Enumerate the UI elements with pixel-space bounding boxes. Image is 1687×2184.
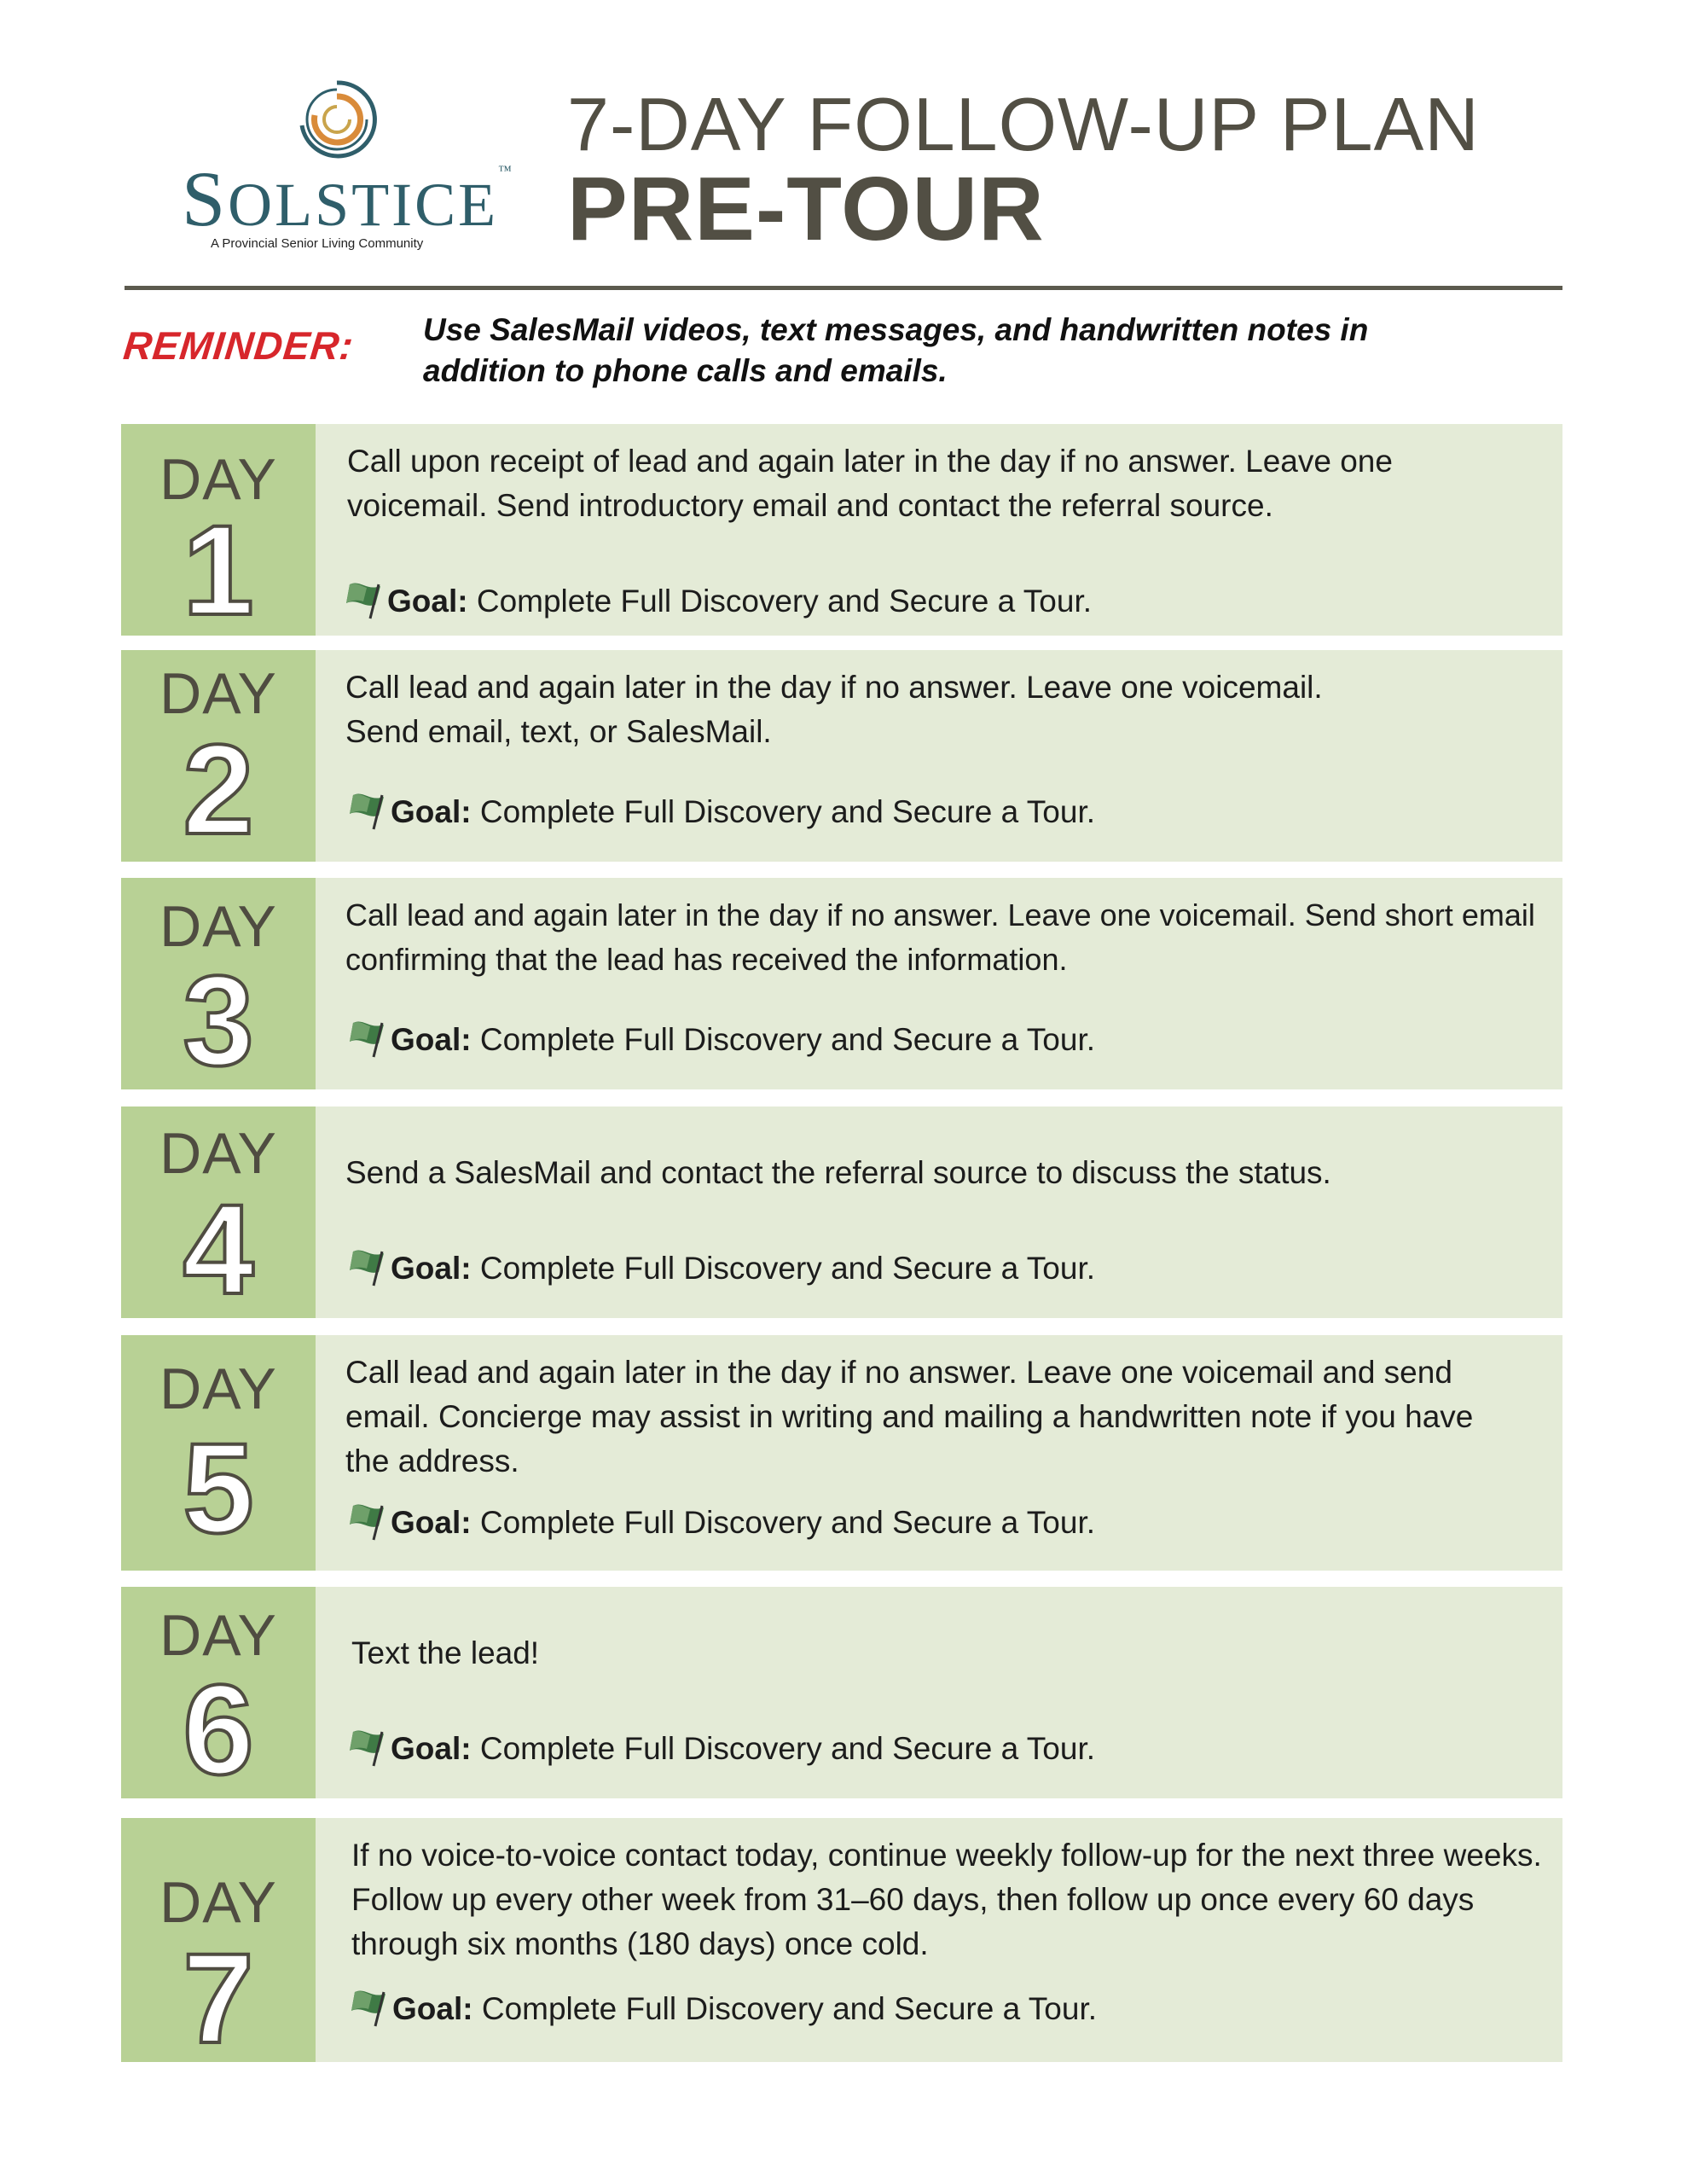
solstice-logo: [175, 73, 514, 252]
reminder-label: REMINDER:: [121, 323, 357, 368]
day-number: 7: [183, 1926, 254, 2070]
goal-line: Goal: Complete Full Discovery and Secure a Tour.: [345, 1018, 1552, 1062]
goal-line: Goal: Complete Full Discovery and Secure a Tour.: [346, 1987, 1552, 2031]
sun-swirl-icon: [290, 73, 384, 166]
day-label: DAY: [159, 1356, 277, 1421]
flag-icon: [345, 1018, 391, 1059]
day-badge: [121, 878, 316, 1092]
day-badge: [121, 424, 316, 642]
day-instructions: Send a SalesMail and contact the referral source to discuss the status.: [345, 1155, 1331, 1190]
day-number: 2: [183, 717, 254, 861]
day-row-4: [121, 1107, 1562, 1321]
flag-icon: [345, 1501, 391, 1542]
day-instructions: Call upon receipt of lead and again later in the day if no answer. Leave one voicemail. Send introductory email and contact the referral source.: [347, 444, 1393, 523]
day-instructions: Call lead and again later in the day if no answer. Leave one voicemail. Send short email confirming that the lead has received the information.: [345, 897, 1535, 977]
brand-tagline: A Provincial Senior Living Community: [211, 236, 424, 251]
day-label: DAY: [159, 1870, 277, 1935]
day-instructions: If no voice-to-voice contact today, continue weekly follow-up for the next three weeks. Follow up every other week from 31–60 days, then follow up once every 60 days through six months (180 days) once cold.: [351, 1838, 1542, 1961]
day-instructions: Call lead and again later in the day if no answer. Leave one voicemail and send email. Concierge may assist in writing and mailing a handwritten note if you have the address.: [345, 1355, 1474, 1478]
day-row-7: [121, 1818, 1562, 2070]
day-label: DAY: [159, 1121, 277, 1186]
goal-line: Goal: Complete Full Discovery and Secure a Tour.: [345, 1501, 1552, 1545]
day-number: 6: [183, 1658, 254, 1801]
page-title: 7-DAY FOLLOW-UP PLAN: [567, 82, 1480, 166]
day-badge: [121, 1335, 316, 1571]
page-subtitle: PRE-TOUR: [567, 159, 1045, 259]
day-number: 3: [183, 949, 254, 1092]
day-badge: [121, 650, 316, 862]
goal-line: Goal: Complete Full Discovery and Secure a Tour.: [345, 1727, 1552, 1771]
flag-icon: [345, 1246, 391, 1287]
day-row-5: [121, 1335, 1562, 1571]
day-row-3: [121, 878, 1562, 1092]
flag-icon: [345, 790, 391, 831]
goal-line: Goal: Complete Full Discovery and Secure a Tour.: [341, 579, 1552, 624]
day-number: 1: [183, 498, 254, 642]
brand-name: SOLSTICE™: [182, 155, 514, 242]
day-badge: [121, 1818, 316, 2070]
header-divider: [125, 286, 1562, 290]
day-label: DAY: [159, 661, 277, 726]
reminder-text: Use SalesMail videos, text messages, and handwritten notes in addition to phone calls and emails.: [423, 312, 1369, 388]
flag-icon: [346, 1987, 392, 2028]
goal-line: Goal: Complete Full Discovery and Secure a Tour.: [345, 1246, 1552, 1291]
flag-icon: [345, 1727, 391, 1768]
day-label: DAY: [159, 1603, 277, 1668]
day-label: DAY: [159, 894, 277, 959]
day-row-2: [121, 650, 1562, 862]
day-row-6: [121, 1587, 1562, 1801]
day-number: 4: [183, 1177, 254, 1321]
day-instructions: Text the lead!: [351, 1635, 540, 1670]
day-instructions: Call lead and again later in the day if no answer. Leave one voicemail. Send email, text, or SalesMail.: [345, 670, 1323, 749]
day-badge: [121, 1587, 316, 1801]
day-label: DAY: [159, 447, 277, 512]
day-badge: [121, 1107, 316, 1321]
day-row-1: [121, 424, 1562, 642]
goal-line: Goal: Complete Full Discovery and Secure a Tour.: [345, 790, 1552, 834]
day-number: 5: [183, 1416, 254, 1560]
flag-icon: [341, 579, 387, 620]
